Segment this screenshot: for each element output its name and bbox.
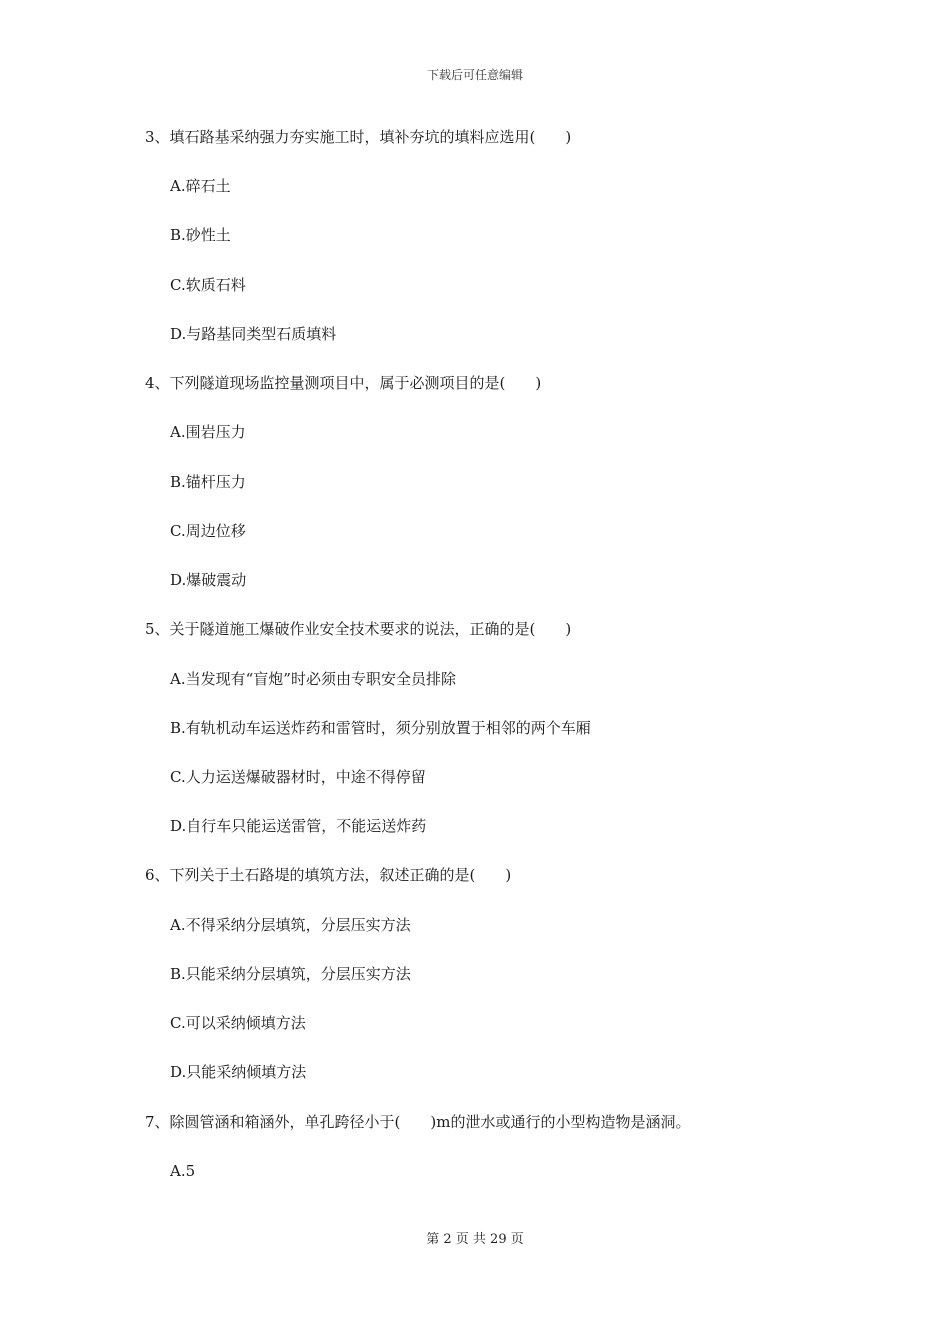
question-option: D.爆破震动 xyxy=(170,571,247,589)
question-option: C.周边位移 xyxy=(170,522,246,540)
question-option: C.人力运送爆破器材时，中途不得停留 xyxy=(170,768,426,786)
question-stem: 7、除圆管涵和箱涵外，单孔跨径小于( )m的泄水或通行的小型构造物是涵洞。 xyxy=(145,1113,691,1131)
page-header: 下载后可任意编辑 xyxy=(426,68,523,82)
question-option: C.软质石料 xyxy=(170,276,246,294)
question-option: B.锚杆压力 xyxy=(170,473,246,491)
question-option: D.自行车只能运送雷管，不能运送炸药 xyxy=(170,817,427,835)
question-option: A.围岩压力 xyxy=(170,423,246,441)
question-option: A.5 xyxy=(170,1162,196,1180)
question-option: D.只能采纳倾填方法 xyxy=(170,1063,307,1081)
question-option: A.不得采纳分层填筑，分层压实方法 xyxy=(170,916,411,934)
question-stem: 5、关于隧道施工爆破作业安全技术要求的说法，正确的是( ) xyxy=(145,620,572,638)
question-stem: 3、填石路基采纳强力夯实施工时，填补夯坑的填料应选用( ) xyxy=(145,128,572,146)
question-stem: 6、下列关于土石路堤的填筑方法，叙述正确的是( ) xyxy=(145,866,512,884)
page-footer: 第 2 页 共 29 页 xyxy=(426,1232,524,1247)
question-option: B.有轨机动车运送炸药和雷管时，须分别放置于相邻的两个车厢 xyxy=(170,719,591,737)
question-option: B.只能采纳分层填筑，分层压实方法 xyxy=(170,965,411,983)
question-option: B.砂性土 xyxy=(170,226,231,244)
question-option: D.与路基同类型石质填料 xyxy=(170,325,337,343)
question-option: C.可以采纳倾填方法 xyxy=(170,1014,306,1032)
question-option: A.碎石土 xyxy=(170,177,231,195)
question-option: A.当发现有“盲炮”时必须由专职安全员排除 xyxy=(170,670,456,688)
question-stem: 4、下列隧道现场监控量测项目中，属于必测项目的是( ) xyxy=(145,374,542,392)
